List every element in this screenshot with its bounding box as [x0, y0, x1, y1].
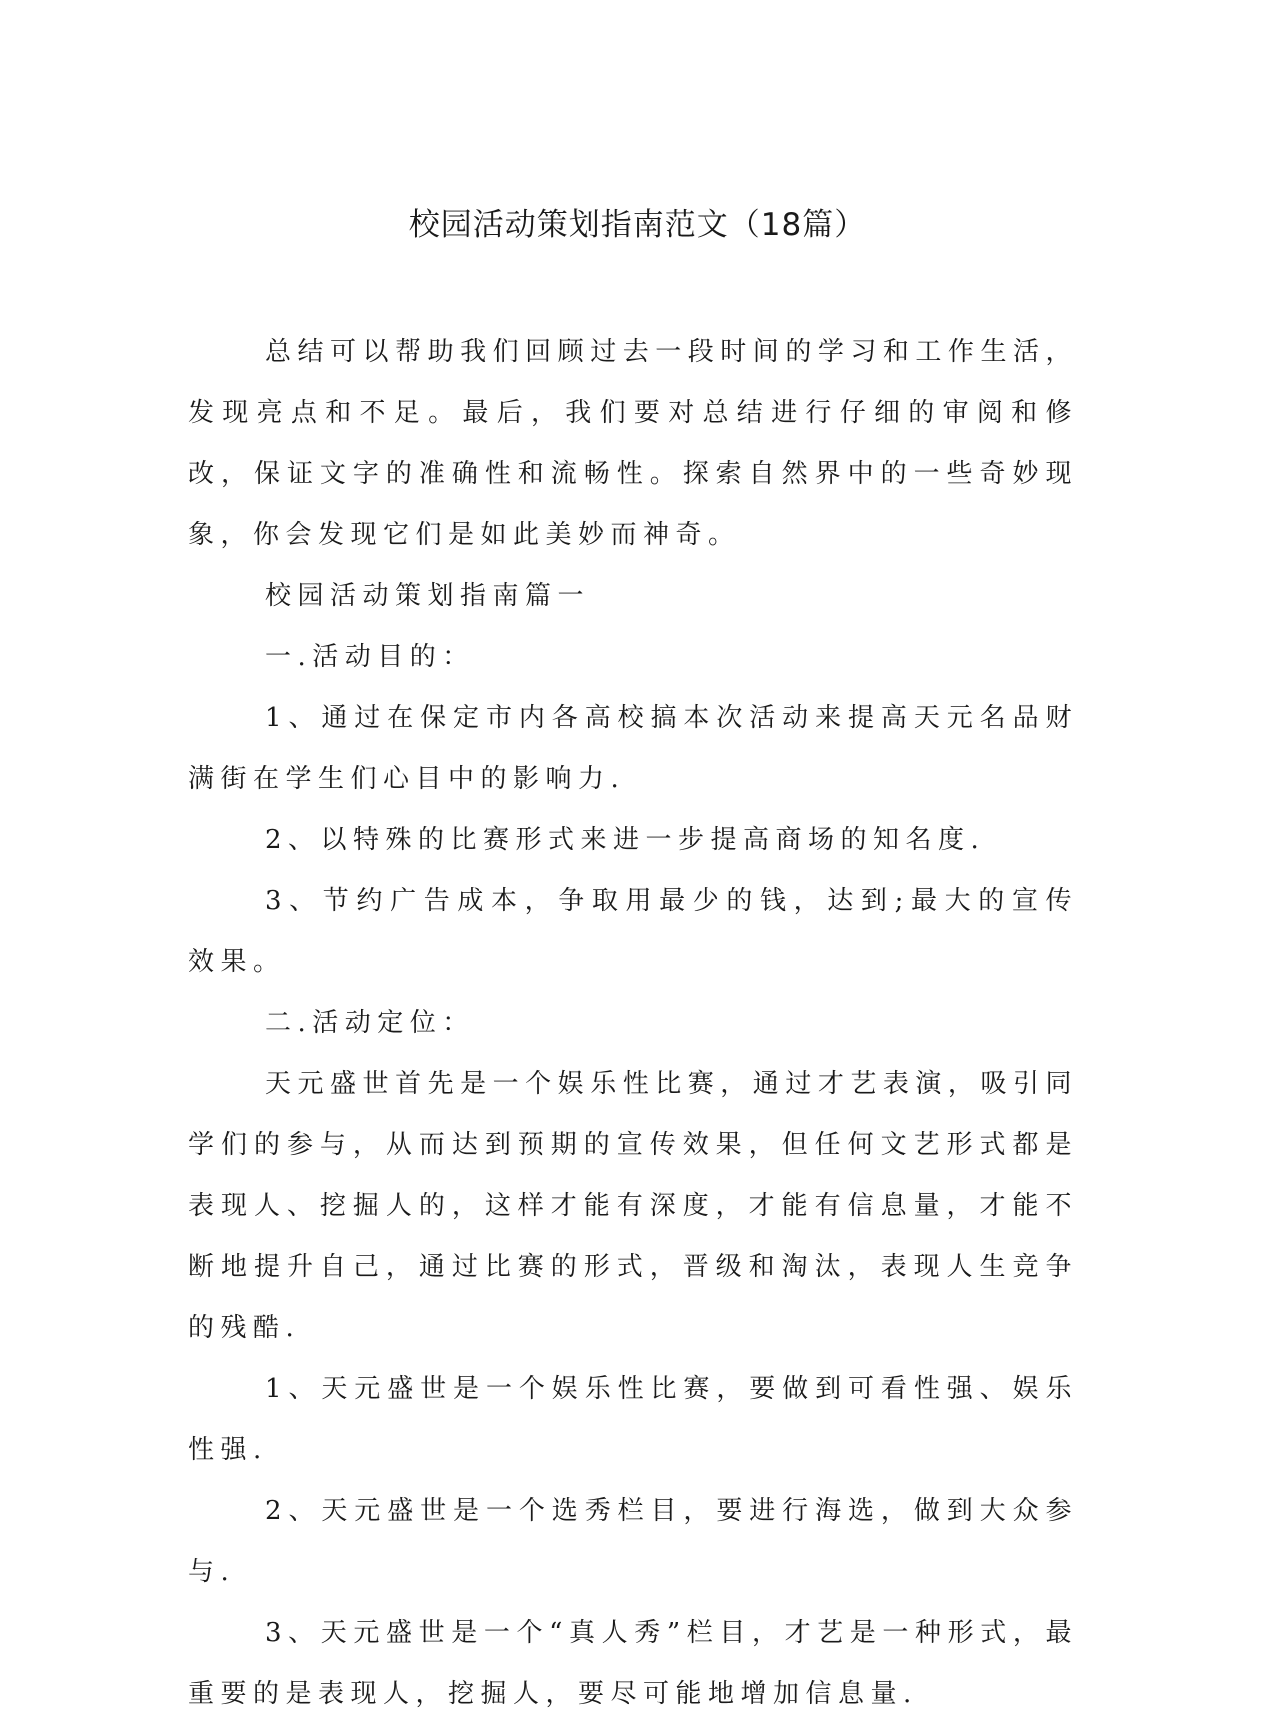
document-body [188, 322, 1078, 1725]
paragraph-positioning-body: 天元盛世首先是一个娱乐性比赛，通过才艺表演，吸引同学们的参与，从而达到预期的宣传效果，但任何文艺形式都是表现人、挖掘人的，这样才能有深度，才能有信息量，才能不断地提升自己，通过比赛的形式，晋级和淘汰，表现人生竞争的残酷. [188, 1069, 1078, 1343]
paragraph-positioning-3: 3、天元盛世是一个“真人秀”栏目，才艺是一种形式，最重要的是表现人，挖掘人，要尽可能地增加信息量. [188, 1618, 1078, 1709]
paragraph-heading-purpose: 一.活动目的： [265, 642, 475, 672]
paragraph-purpose-3: 3、节约广告成本，争取用最少的钱，达到;最大的宣传效果。 [188, 886, 1078, 977]
paragraph-positioning-2: 2、天元盛世是一个选秀栏目，要进行海选，做到大众参与. [188, 1496, 1078, 1587]
document-title: 校园活动策划指南范文（18篇） [408, 207, 867, 243]
paragraph-positioning-1: 1、天元盛世是一个娱乐性比赛，要做到可看性强、娱乐性强. [188, 1374, 1078, 1465]
paragraph-purpose-1: 1、通过在保定市内各高校搞本次活动来提高天元名品财满街在学生们心目中的影响力. [188, 703, 1078, 794]
paragraph-purpose-2: 2、以特殊的比赛形式来进一步提高商场的知名度. [265, 825, 986, 855]
paragraph-heading-positioning: 二.活动定位： [265, 1008, 475, 1038]
paragraph-section-heading: 校园活动策划指南篇一 [265, 581, 591, 611]
paragraph-intro: 总结可以帮助我们回顾过去一段时间的学习和工作生活，发现亮点和不足。最后，我们要对总结进行仔细的审阅和修改，保证文字的准确性和流畅性。探索自然界中的一些奇妙现象，你会发现它们是如此美妙而神奇。 [188, 337, 1078, 550]
